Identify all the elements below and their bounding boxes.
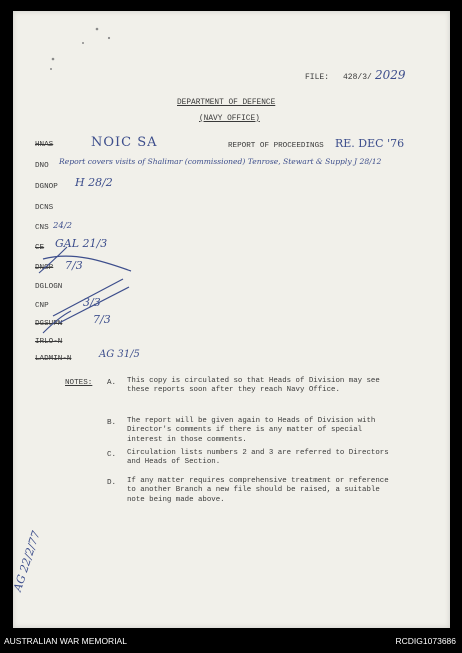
note-text: If any matter requires comprehensive treatment or reference to another Branch a new file should be raised, a suitable note being made above. (127, 477, 389, 504)
note-text: The report will be given again to Heads of Division with Director's comments if there is any matter of special interest in those comments. (127, 417, 376, 444)
archive-name: AUSTRALIAN WAR MEMORIAL (4, 636, 127, 646)
department-heading: DEPARTMENT OF DEFENCE (177, 99, 276, 107)
notes-label: NOTES: (65, 379, 93, 387)
routing-annotation: 3/3 (83, 296, 101, 309)
note-text: This copy is circulated so that Heads of Division may see these reports soon after they reach Navy Office. (127, 377, 380, 395)
note-letter: D. (107, 479, 117, 487)
routing-code: DNOP (35, 264, 54, 272)
routing-annotation: 7/3 (93, 313, 111, 326)
routing-code: IRLO-N (35, 338, 63, 346)
report-of-proceedings-label: REPORT OF PROCEEDINGS (228, 142, 324, 150)
margin-signature: AG 22/2/77 (11, 529, 43, 594)
routing-code: DCNS (35, 204, 54, 212)
routing-code: LADMIN-N (35, 355, 72, 363)
routing-annotation: Report covers visits of Shalimar (commissioned) Tenrose, Stewart & Supply J 28/12 (59, 157, 382, 166)
routing-code: CNP (35, 302, 49, 310)
routing-annotation: 7/3 (65, 259, 83, 272)
routing-code: DGLOGN (35, 283, 63, 291)
note-letter: C. (107, 451, 117, 459)
routing-code: CNS (35, 224, 49, 232)
handwritten-noic: NOIC SA (91, 135, 158, 150)
routing-code: DGNOP (35, 183, 58, 191)
file-number: 428/3/ (343, 73, 372, 82)
routing-code: CE (35, 244, 45, 252)
file-number-handwritten: 2029 (375, 68, 406, 82)
note-text: Circulation lists numbers 2 and 3 are referred to Directors and Heads of Section. (127, 449, 389, 467)
pen-strokes (13, 11, 450, 628)
note-letter: A. (107, 379, 117, 387)
routing-code: DNO (35, 162, 49, 170)
routing-annotation: 24/2 (53, 221, 73, 231)
note-letter: B. (107, 419, 117, 427)
routing-struck-hnas: HNAS (35, 141, 54, 149)
office-heading: (NAVY OFFICE) (199, 115, 260, 123)
file-label: FILE: (305, 73, 330, 82)
archive-footer (0, 628, 462, 653)
routing-code: DGSUPN (35, 320, 63, 328)
routing-annotation: AG 31/5 (99, 349, 140, 360)
routing-annotation: GAL 21/3 (55, 237, 108, 250)
routing-annotation: H 28/2 (75, 176, 113, 189)
document-page (13, 11, 450, 628)
archive-record-id: RCDIG1073686 (395, 636, 456, 646)
report-period-handwritten: RE. DEC '76 (335, 137, 405, 150)
